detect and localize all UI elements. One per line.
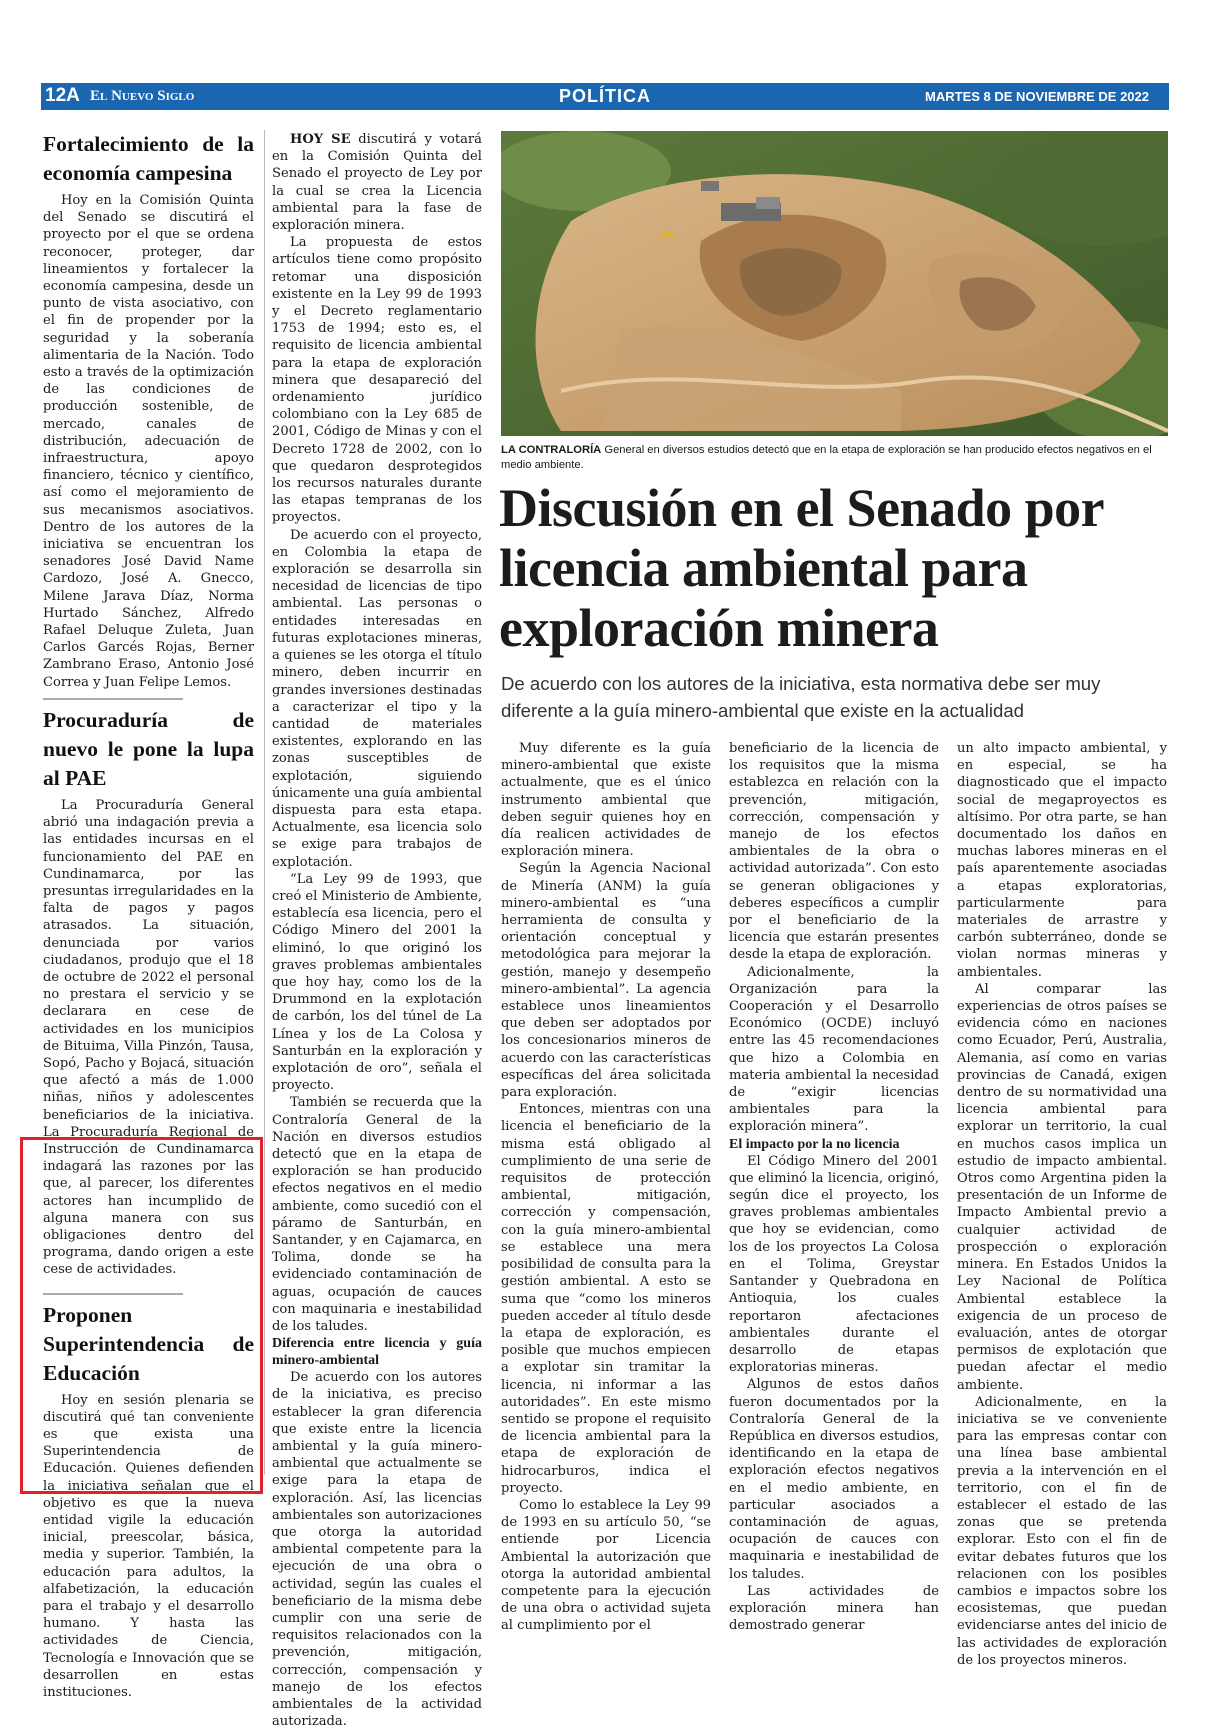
paragraph: Como lo establece la Ley 99 de 1993 en su artículo 50, “se entiende por Licencia Ambiental la autorización que otorga la autoridad ambiental competente para la ejecución de una obra o actividad sujeta al cumplimiento por el: [501, 1497, 711, 1634]
divider: [43, 698, 183, 700]
highlight-box: [20, 1137, 263, 1494]
article-column-1: [272, 131, 482, 1730]
paragraph: un alto impacto ambiental, y en especial, se ha diagnosticado que el impacto social de megaproyectos es altísimo. Por otra parte, se han documentado los daños en muchas labores mineras en el país aparentemente asociadas a etapas exploratorias, particularmente para materiales de arrastre y carbón subterráneo, donde se violan normas mineras y ambientales.: [957, 741, 1167, 980]
page-header-bar: [41, 83, 1169, 110]
brief-body: La Procuraduría General abrió una indagación previa a las entidades incursas en el funcionamiento del PAE en Cundinamarca, por las presuntas irregularidades en la falta de pagos y pagos atrasados. La situación, denunciada por varios ciudadanos, produjo que el 18 de octubre de 2022 el personal no prestara el servicio y se declarara en cese de actividades en los municipios de Bituima, Villa Pinzón, Tausa, Sopó, Pacho y Bojacá, situación que afectó a más de 1.000 niñas, niños y adolescentes beneficiarios de la iniciativa. La Procuraduría Regional de Instrucción de Cundinamarca indagará las razones por las que, al parecer, los diferentes actores han incumplido de alguna manera con sus obligaciones dentro del programa, dando origen a este cese de actividades.: [43, 797, 254, 1278]
photo-caption: [501, 443, 1161, 473]
article-deck: De acuerdo con los autores de la iniciativa, esta normativa debe ser muy diferente a la guía minero-ambiental que existe en la actualidad: [501, 673, 1101, 721]
article-column-3: [729, 740, 939, 1634]
paragraph: También se recuerda que la Contraloría General de la Nación en diversos estudios detectó que en la etapa de exploración se han producido efectos negativos en el medio ambiente, como sucedió con el páramo de Santurbán, en Santander, y en Cajamarca, en Tolima, donde se ha evidenciado contaminación de aguas, ocupación de cauces con maquinaria e inestabilidad de los taludes.: [272, 1095, 482, 1335]
paragraph: Al comparar las experiencias de otros países se evidencia cómo en naciones como Ecuador, Perú, Australia, Alemania, así como en varias provincias de Canadá, exigen dentro de su normatividad una licencia ambiental para explorar un territorio, la cual en muchos casos implica un estudio de impacto ambiental. Otros como Argentina piden la presentación de un Informe de Impacto Ambiental previo a cualquier actividad de prospección o exploración minera. En Estados Unidos la Ley Nacional de Política Ambiental establece la exigencia de un proceso de evaluación, antes de otorgar permisos de explotación que puedan afectar el medio ambiente.: [957, 981, 1167, 1393]
issue-date: MARTES 8 DE NOVIEMBRE DE 2022: [925, 89, 1149, 104]
page-number: 12A: [45, 85, 80, 106]
subheading: El impacto por la no licencia: [729, 1136, 900, 1152]
subheading: Diferencia entre licencia y guía minero-ambiental: [272, 1336, 482, 1369]
mining-site-photo: [501, 131, 1168, 436]
brief-title: Fortalecimiento de la economía campesina: [43, 132, 254, 185]
caption-lead: LA CONTRALORÍA: [501, 444, 602, 456]
paragraph: “La Ley 99 de 1993, que creó el Ministerio de Ambiente, establecía esa licencia, pero el Código Minero del 2001 la eliminó, lo que originó los graves problemas ambientales que hoy hay, como los de la Drummond en la explotación de carbón, los del túnel de La Línea y los de La Colosa y Santurbán en la exploración y explotación de oro”, señala el proyecto.: [272, 871, 483, 1094]
brief-title: Procuraduría de nuevo le pone la lupa al PAE: [43, 707, 254, 790]
paragraph: Entonces, mientras con una licencia el beneficiario de la misma está obligado al cumplimiento de una serie de requisitos de protección ambiental, mitigación, corrección y compensación, con la guía minero-ambiental se establece una mera posibilidad de consulta para la gestión ambiental. A esto se suma que “como los mineros pueden acceder al título desde la etapa de exploración, es posible que muchos empiecen a explotar sin tramitar la licencia, ni informar a las autoridades”. En este mismo sentido se propone el requisito de licencia ambiental para la etapa de exploración de hidrocarburos, indica el proyecto.: [501, 1102, 711, 1496]
article-column-2: [501, 740, 711, 1635]
aerial-mine-image: [501, 131, 1168, 436]
brief-body: Hoy en la Comisión Quinta del Senado se discutirá el proyecto por el que se ordena reconocer, proteger, dar lineamientos y fortalecer la economía campesina, desde un punto de vista asociativo, con el fin de propender por la seguridad y la soberanía alimentaria de la Nación. Todo esto a través de la optimización de las condiciones de producción sostenible, de mercado, canales de distribución, adecuación de infraestructura, apoyo financiero, técnico y científico, así como el mejoramiento de sus mecanismos asociativos. Dentro de los autores de la iniciativa se encuentran los senadores José David Name Cardozo, José A. Gnecco, Milene Jarava Díaz, Norma Hurtado Sánchez, Alfredo Rafael Deluque Zuleta, Juan Carlos Garcés Rojas, Berner Zambrano Eraso, Antonio José Correa y Juan Felipe Lemos.: [43, 193, 254, 690]
caption-text: General en diversos estudios detectó que en la etapa de exploración se han producido efectos negativos en el medio ambiente.: [501, 444, 1152, 471]
brief-economia-campesina: [43, 130, 254, 691]
paragraph: Muy diferente es la guía minero-ambiental que existe actualmente, que es el único instrumento ambiental que deben seguir quienes hoy en día realicen actividades de exploración minera.: [501, 741, 711, 860]
paragraph: De acuerdo con los autores de la iniciativa, es preciso establecer la gran diferencia que existe entre la licencia ambiental y la guía minero-ambiental que actualmente se exige para la etapa de exploración. Así, las licencias ambientales son autorizaciones que otorga la autoridad ambiental competente para la ejecución de una obra o actividad, según las cuales el beneficiario de la misma debe cumplir con una serie de requisitos relacionados con la prevención, mitigación, corrección, compensación y manejo de los efectos ambientales de la actividad autorizada.: [272, 1370, 482, 1730]
paragraph: Adicionalmente, en la iniciativa se ve conveniente para las empresas contar con una línea base ambiental previa a la intervención en el territorio, con el fin de establecer el estado de las zonas que se pretenda explorar. Esto con el fin de evitar debates futuros que los relacionen con los posibles cambios e impactos sobre los ecosistemas, que puedan evidenciarse antes del inicio de las actividades de exploración de los proyectos mineros.: [957, 1394, 1167, 1668]
article-column-4: [957, 740, 1167, 1669]
brief-title: Proponen Superintendencia de Educación: [43, 1302, 254, 1385]
newspaper-name: El Nuevo Siglo: [90, 88, 195, 104]
paragraph: Algunos de estos daños fueron documentados por la Contraloría General de la República en diversos estudios, identificando en la etapa de exploración efectos negativos en el medio ambiente, en particular asociados a contaminación de aguas, ocupación de cauces con maquinaria e inestabilidad de los taludes.: [729, 1377, 939, 1582]
section-name: POLÍTICA: [559, 86, 651, 106]
paragraph: [272, 131, 482, 234]
paragraph: De acuerdo con el proyecto, en Colombia la etapa de exploración se desarrolla sin necesidad de licencias de tipo ambiental. Las personas o entidades interesadas en futuras explotaciones mineras, a quienes se les otorga el título minero, deben incurrir en grandes inversiones destinadas a caracterizar el tipo y la cantidad de materiales existentes, explorando en las zonas susceptibles de explotación, siguiendo únicamente una guía ambiental dispuesta para esta etapa. Actualmente, esa licencia solo se exige para trabajos de explotación.: [272, 527, 482, 870]
lead-caps: HOY SE: [290, 132, 351, 147]
brief-body: Hoy en sesión plenaria se discutirá qué tan conveniente es que exista una Superintendencia de Educación. Quienes defienden la iniciativa señalan que el objetivo es que la nueva entidad vigile la educación inicial, preescolar, básica, media y superior. También, la educación para adultos, la alfabetización, la educación para el trabajo y el desarrollo humano. Y hasta las actividades de Ciencia, Tecnología e Innovación que se desarrollen en estas instituciones.: [43, 1392, 254, 1701]
paragraph-text: discutirá y votará en la Comisión Quinta del Senado el proyecto de Ley por la cual se crea la Licencia ambiental para la fase de exploración minera.: [272, 132, 482, 234]
paragraph: Adicionalmente, la Organización para la Cooperación y el Desarrollo Económico (OCDE) incluyó entre las 45 recomendaciones que hizo a Colombia en materia ambiental la necesidad de “exigir licencias ambientales para la exploración minera”.: [729, 964, 939, 1135]
paragraph: beneficiario de la licencia de los requisitos que la misma establezca en relación con la prevención, mitigación, corrección, compensación y manejo de los efectos ambientales de la obra o actividad autorizada”. Con esto se generan obligaciones y deberes específicos a cumplir por el beneficiario de la licencia que estarán presentes desde la etapa de exploración.: [729, 741, 939, 963]
paragraph: La propuesta de estos artículos tiene como propósito retomar una disposición existente en la Ley 99 de 1993 y el Decreto reglamentario 1753 de 1994; esto es, el requisito de licencia ambiental para la etapa de exploración minera que desapareció del ordenamiento jurídico colombiano con la Ley 685 de 2001, Código de Minas y con el Decreto 1728 de 2002, con lo que quedaron desprotegidos los recursos naturales durante las etapas tempranas de los proyectos.: [272, 235, 482, 526]
paragraph: Según la Agencia Nacional de Minería (ANM) la guía minero-ambiental es “una herramienta de consulta y orientación conceptual y metodológica para mejorar la gestión, manejo y desempeño minero-ambiental”. La agencia establece unos lineamientos que deben ser adoptados por los concesionarios mineros de acuerdo con las características específicas del área solicitada para exploración.: [501, 861, 711, 1101]
paragraph: Las actividades de exploración minera han demostrado generar: [729, 1583, 939, 1634]
article-headline: Discusión en el Senado por licencia ambiental para exploración minera: [499, 478, 1104, 658]
paragraph: El Código Minero del 2001 que eliminó la licencia, originó, según dice el proyecto, los graves problemas ambientales que hoy se evidencian, como los de los proyectos La Colosa en el Tolima, Greystar Santander y Quebradona en Antioquia, los cuales reportaron afectaciones ambientales durante el desarrollo de etapas exploratorias mineras.: [729, 1153, 939, 1376]
column-rule: [264, 130, 265, 1475]
